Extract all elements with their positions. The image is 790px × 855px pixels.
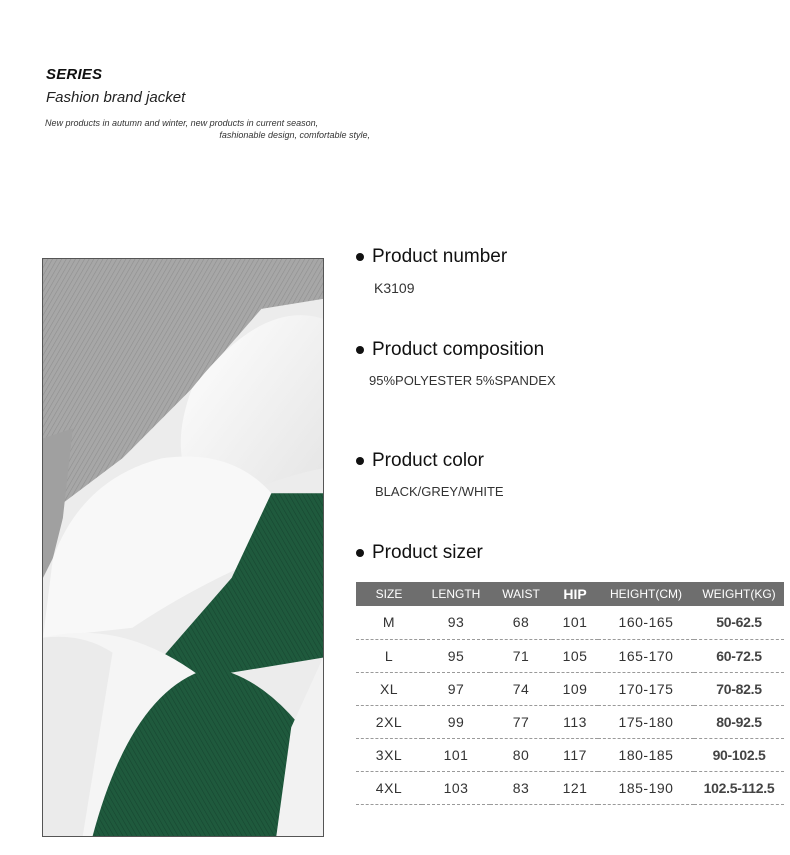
product-number-title: Product number [372, 246, 508, 267]
size-table [356, 582, 784, 805]
table-row [356, 771, 784, 804]
product-color-value: BLACK/GREY/WHITE [375, 484, 504, 499]
fabric-closeup-image [42, 258, 324, 837]
table-cell: 117 [552, 738, 598, 771]
table-cell: 121 [552, 771, 598, 804]
product-color-section [356, 450, 504, 499]
table-cell: 80 [490, 738, 552, 771]
bullet-icon [356, 346, 364, 354]
table-cell: 185-190 [598, 771, 694, 804]
table-cell: 77 [490, 705, 552, 738]
table-cell: 68 [490, 606, 552, 639]
table-cell: 170-175 [598, 672, 694, 705]
table-row [356, 705, 784, 738]
table-row [356, 672, 784, 705]
table-cell: 103 [422, 771, 490, 804]
table-cell: 71 [490, 639, 552, 672]
table-cell: 109 [552, 672, 598, 705]
table-cell: 60-72.5 [694, 639, 784, 672]
product-number-value: K3109 [374, 280, 415, 296]
brand-title: Fashion brand jacket [46, 89, 186, 106]
table-cell: 80-92.5 [694, 705, 784, 738]
bullet-icon [356, 457, 364, 465]
column-header: SIZE [356, 582, 422, 606]
column-header: LENGTH [422, 582, 490, 606]
fabric-illustration [43, 259, 323, 836]
column-header: HEIGHT(CM) [598, 582, 694, 606]
description [45, 117, 370, 141]
table-cell: 101 [422, 738, 490, 771]
table-cell: 93 [422, 606, 490, 639]
bullet-icon [356, 549, 364, 557]
table-row [356, 639, 784, 672]
table-cell: 83 [490, 771, 552, 804]
table-cell: L [356, 639, 422, 672]
table-cell: 180-185 [598, 738, 694, 771]
product-number-section [356, 246, 507, 296]
table-cell: 175-180 [598, 705, 694, 738]
table-cell: 113 [552, 705, 598, 738]
table-cell: 105 [552, 639, 598, 672]
table-cell: 101 [552, 606, 598, 639]
product-composition-section [356, 339, 556, 388]
product-composition-title: Product composition [372, 339, 545, 360]
table-cell: 102.5-112.5 [694, 771, 784, 804]
description-line-2: fashionable design, comfortable style, [219, 130, 370, 140]
header [46, 66, 185, 106]
table-cell: XL [356, 672, 422, 705]
bullet-icon [356, 253, 364, 261]
column-header: WEIGHT(KG) [694, 582, 784, 606]
table-cell: 165-170 [598, 639, 694, 672]
product-sizer-section [356, 542, 483, 564]
series-label: SERIES [46, 66, 103, 83]
table-row [356, 738, 784, 771]
table-cell: 160-165 [598, 606, 694, 639]
table-cell: 99 [422, 705, 490, 738]
product-composition-value: 95%POLYESTER 5%SPANDEX [369, 373, 556, 388]
table-cell: 3XL [356, 738, 422, 771]
table-cell: M [356, 606, 422, 639]
column-header: HIP [552, 582, 598, 606]
description-line-1: New products in autumn and winter, new products in current season, [45, 118, 319, 128]
table-cell: 50-62.5 [694, 606, 784, 639]
table-cell: 95 [422, 639, 490, 672]
column-header: WAIST [490, 582, 552, 606]
table-cell: 97 [422, 672, 490, 705]
table-cell: 2XL [356, 705, 422, 738]
table-cell: 90-102.5 [694, 738, 784, 771]
table-header-row [356, 582, 784, 606]
product-color-title: Product color [372, 450, 484, 471]
table-row [356, 606, 784, 639]
table-cell: 70-82.5 [694, 672, 784, 705]
product-sizer-title: Product sizer [372, 542, 483, 563]
table-cell: 74 [490, 672, 552, 705]
table-cell: 4XL [356, 771, 422, 804]
